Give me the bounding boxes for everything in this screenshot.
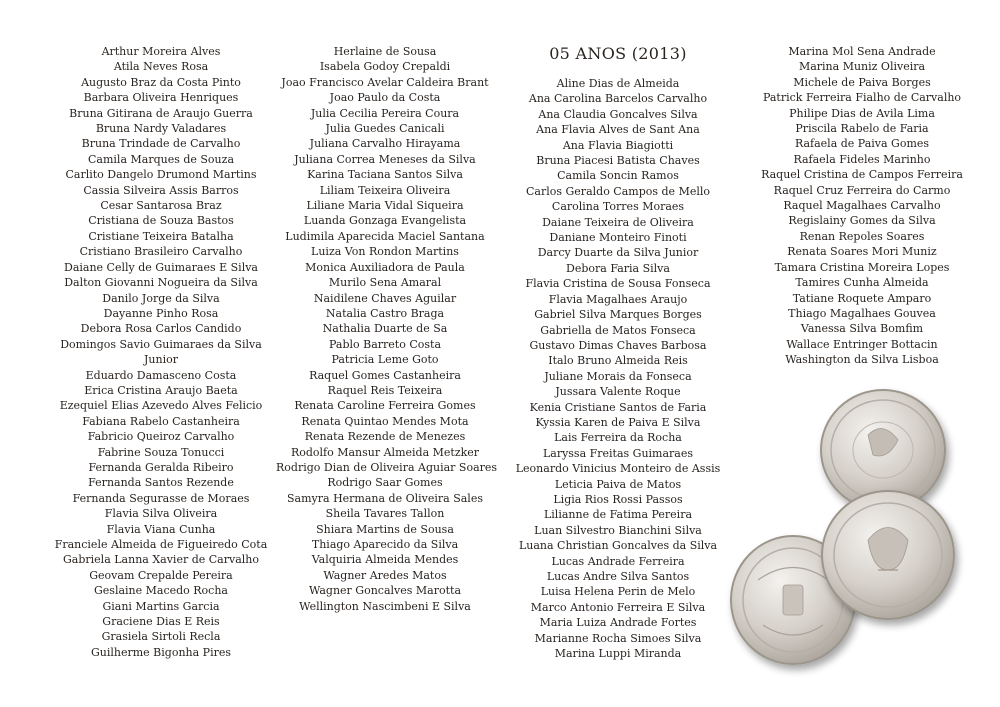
- list-item: Tamara Cristina Moreira Lopes: [774, 260, 950, 274]
- list-item: Flavia Viana Cunha: [106, 522, 216, 536]
- list-item: Renan Repoles Soares: [799, 229, 925, 243]
- list-item: Erica Cristina Araujo Baeta: [84, 383, 238, 397]
- list-item: Dayanne Pinho Rosa: [103, 306, 219, 320]
- list-item: Patrick Ferreira Fialho de Carvalho: [762, 91, 962, 105]
- list-item: Ludimila Aparecida Maciel Santana: [285, 229, 485, 243]
- list-item: Geovam Crepalde Pereira: [89, 568, 233, 582]
- list-item: Fabiana Rabelo Castanheira: [82, 414, 240, 428]
- list-item: Samyra Hermana de Oliveira Sales: [287, 491, 483, 505]
- list-item: Shiara Martins de Sousa: [316, 522, 454, 536]
- list-item: Luanda Gonzaga Evangelista: [303, 214, 467, 228]
- list-item: Wagner Aredes Matos: [323, 568, 447, 582]
- list-item: Cassia Silveira Assis Barros: [83, 183, 239, 197]
- name-column-3: [505, 44, 731, 661]
- list-item: Maria Luiza Andrade Fortes: [539, 616, 697, 630]
- list-item: Luisa Helena Perin de Melo: [540, 585, 696, 599]
- list-item: Arthur Moreira Alves: [101, 45, 221, 58]
- list-item: Luana Christian Goncalves da Silva: [518, 539, 718, 553]
- list-item: Cesar Santarosa Braz: [100, 199, 222, 213]
- list-item: Flavia Silva Oliveira: [104, 507, 218, 521]
- list-item: Juliana Carvalho Hirayama: [309, 137, 461, 151]
- list-item: Daniane Monteiro Finoti: [549, 231, 687, 245]
- list-item: Luiza Von Rondon Martins: [311, 245, 459, 259]
- list-item: Marina Mol Sena Andrade: [788, 45, 936, 58]
- list-item: Thiago Magalhaes Gouvea: [788, 306, 936, 320]
- list-item: Monica Auxiliadora de Paula: [305, 260, 465, 274]
- list-item: Grasiela Sirtoli Recla: [101, 630, 221, 644]
- list-item: Renata Rezende de Menezes: [304, 430, 466, 444]
- list-item: Franciele Almeida de Figueiredo Cota: [54, 538, 268, 551]
- name-column-1: [52, 44, 270, 660]
- list-item: Luan Silvestro Bianchini Silva: [534, 523, 702, 537]
- list-item: Tatiane Roquete Amparo: [792, 291, 932, 305]
- list-item: Ana Flavia Alves de Sant Ana: [536, 123, 700, 137]
- list-item: Natalia Castro Braga: [325, 306, 445, 320]
- list-item: Ligia Rios Rossi Passos: [553, 492, 683, 506]
- list-item: Marina Muniz Oliveira: [798, 60, 926, 74]
- coins-illustration: [718, 370, 968, 690]
- list-item: Lais Ferreira da Rocha: [554, 431, 682, 445]
- list-item: Gabriela Lanna Xavier de Carvalho: [63, 553, 259, 567]
- list-item: Darcy Duarte da Silva Junior: [537, 246, 699, 260]
- list-item: Regislainy Gomes da Silva: [788, 214, 936, 228]
- list-item: Ezequiel Elias Azevedo Alves Felicio: [59, 399, 263, 413]
- list-item: Julia Cecilia Pereira Coura: [310, 106, 460, 120]
- list-item: Jussara Valente Roque: [555, 385, 681, 399]
- name-column-2: [276, 44, 498, 614]
- list-item: Kenia Cristiane Santos de Faria: [529, 400, 707, 414]
- list-item: Isabela Godoy Crepaldi: [319, 60, 451, 74]
- list-item: Bruna Nardy Valadares: [95, 122, 227, 136]
- list-item: Daiane Teixeira de Oliveira: [542, 215, 694, 229]
- list-item: Daiane Celly de Guimaraes E Silva: [64, 260, 258, 274]
- list-item: Carlos Geraldo Campos de Mello: [526, 184, 710, 198]
- list-item: Philipe Dias de Avila Lima: [789, 106, 935, 120]
- list-item: Patricia Leme Goto: [331, 353, 439, 367]
- list-item: Murilo Sena Amaral: [328, 276, 442, 290]
- list-item: Joao Paulo da Costa: [329, 91, 441, 105]
- list-item: Fabrine Souza Tonucci: [97, 445, 225, 459]
- list-item: Thiago Aparecido da Silva: [311, 538, 459, 551]
- list-item: Lilianne de Fatima Pereira: [543, 508, 693, 522]
- list-item: Gabriel Silva Marques Borges: [534, 308, 702, 322]
- list-item: Camila Marques de Souza: [88, 152, 234, 166]
- list-item: Fernanda Santos Rezende: [88, 476, 234, 490]
- list-item: Fabricio Queiroz Carvalho: [87, 430, 235, 444]
- list-item: Kyssia Karen de Paiva E Silva: [535, 415, 701, 429]
- list-item: Eduardo Damasceno Costa: [85, 368, 237, 382]
- list-item: Danilo Jorge da Silva: [102, 291, 220, 305]
- list-item: Raquel Cruz Ferreira do Carmo: [773, 183, 951, 197]
- list-item: Naidilene Chaves Aguilar: [313, 291, 457, 305]
- list-item: Giani Martins Garcia: [102, 599, 220, 613]
- list-item: Juliane Morais da Fonseca: [544, 369, 692, 383]
- list-item: Liliam Teixeira Oliveira: [319, 183, 451, 197]
- list-item: Marco Antonio Ferreira E Silva: [530, 600, 706, 614]
- list-item: Italo Bruno Almeida Reis: [548, 354, 688, 368]
- list-item: Wagner Goncalves Marotta: [309, 584, 461, 598]
- coin-right: [822, 491, 954, 619]
- list-item: Wellington Nascimbeni E Silva: [299, 599, 471, 613]
- list-item: Fernanda Geralda Ribeiro: [88, 460, 234, 474]
- list-item: Dalton Giovanni Nogueira da Silva: [64, 276, 258, 290]
- section-heading: 05 ANOS (2013): [549, 44, 687, 63]
- list-item: Joao Francisco Avelar Caldeira Brant: [281, 75, 489, 89]
- list-item: Cristiano Brasileiro Carvalho: [79, 245, 243, 259]
- list-item: Rodrigo Dian de Oliveira Aguiar Soares: [276, 460, 498, 474]
- list-item: Geslaine Macedo Rocha: [94, 584, 228, 598]
- list-item: Renata Quintao Mendes Mota: [301, 414, 469, 428]
- list-item: Leticia Paiva de Matos: [554, 477, 682, 491]
- list-item: Julia Guedes Canicali: [325, 122, 445, 136]
- list-item: Rodrigo Saar Gomes: [327, 476, 443, 490]
- list-item: Laryssa Freitas Guimaraes: [542, 446, 694, 460]
- list-item: Guilherme Bigonha Pires: [90, 645, 232, 659]
- name-column-4: [742, 44, 982, 368]
- list-item: Cristiane Teixeira Batalha: [88, 229, 234, 243]
- list-item: Cristiana de Souza Bastos: [88, 214, 234, 228]
- list-item: Raquel Gomes Castanheira: [309, 368, 461, 382]
- list-item: Priscila Rabelo de Faria: [795, 122, 929, 136]
- list-item: Flavia Magalhaes Araujo: [548, 292, 688, 306]
- list-item: Rafaela de Paiva Gomes: [794, 137, 930, 151]
- list-item: Raquel Reis Teixeira: [327, 383, 443, 397]
- list-item: Camila Soncin Ramos: [557, 169, 679, 183]
- list-item: Rodolfo Mansur Almeida Metzker: [290, 445, 480, 459]
- list-item: Debora Rosa Carlos Candido: [80, 322, 242, 336]
- list-item: Tamires Cunha Almeida: [795, 276, 929, 290]
- list-item: Debora Faria Silva: [566, 261, 670, 275]
- list-item: Vanessa Silva Bomfim: [800, 322, 924, 336]
- list-item: Rafaela Fideles Marinho: [793, 152, 931, 166]
- list-item: Nathalia Duarte de Sa: [322, 322, 448, 336]
- list-item: Marina Luppi Miranda: [554, 647, 682, 661]
- list-item: Graciene Dias E Reis: [102, 615, 220, 629]
- list-item: Leonardo Vinicius Monteiro de Assis: [515, 462, 721, 476]
- list-item: Barbara Oliveira Henriques: [83, 91, 239, 105]
- list-item: Marianne Rocha Simoes Silva: [534, 631, 702, 645]
- list-item: Wallace Entringer Bottacin: [786, 337, 938, 351]
- list-item: Valquiria Almeida Mendes: [311, 553, 459, 567]
- list-item: Bruna Gitirana de Araujo Guerra: [69, 106, 253, 120]
- list-item: Juliana Correa Meneses da Silva: [294, 152, 476, 166]
- list-item: Michele de Paiva Borges: [793, 75, 931, 89]
- list-item: Junior: [144, 353, 178, 367]
- list-item: Atila Neves Rosa: [113, 60, 209, 74]
- list-item: Augusto Braz da Costa Pinto: [81, 75, 241, 89]
- list-item: Fernanda Segurasse de Moraes: [72, 491, 250, 505]
- list-item: Herlaine de Sousa: [333, 45, 437, 58]
- list-item: Carolina Torres Moraes: [551, 200, 685, 214]
- list-item: Karina Taciana Santos Silva: [307, 168, 463, 182]
- list-item: Renata Soares Mori Muniz: [787, 245, 937, 259]
- list-item: Bruna Piacesi Batista Chaves: [536, 154, 700, 168]
- list-item: Lucas Andre Silva Santos: [546, 570, 690, 583]
- list-item: Aline Dias de Almeida: [556, 77, 680, 90]
- list-item: Bruna Trindade de Carvalho: [81, 137, 241, 151]
- list-item: Domingos Savio Guimaraes da Silva: [60, 337, 262, 351]
- list-item: Sheila Tavares Tallon: [325, 507, 445, 521]
- list-item: Ana Carolina Barcelos Carvalho: [528, 92, 708, 106]
- list-item: Carlito Dangelo Drumond Martins: [65, 168, 257, 182]
- list-item: Raquel Cristina de Campos Ferreira: [761, 168, 963, 182]
- list-item: Raquel Magalhaes Carvalho: [783, 199, 941, 213]
- list-item: Liliane Maria Vidal Siqueira: [306, 199, 464, 213]
- list-item: Renata Caroline Ferreira Gomes: [294, 399, 476, 413]
- list-item: Ana Claudia Goncalves Silva: [538, 107, 698, 121]
- list-item: Lucas Andrade Ferreira: [551, 554, 685, 568]
- list-item: Gustavo Dimas Chaves Barbosa: [529, 338, 707, 352]
- list-item: Pablo Barreto Costa: [328, 337, 441, 351]
- list-item: Gabriella de Matos Fonseca: [540, 323, 696, 337]
- list-item: Washington da Silva Lisboa: [785, 353, 939, 367]
- list-item: Flavia Cristina de Sousa Fonseca: [525, 277, 711, 291]
- list-item: Ana Flavia Biagiotti: [562, 138, 674, 152]
